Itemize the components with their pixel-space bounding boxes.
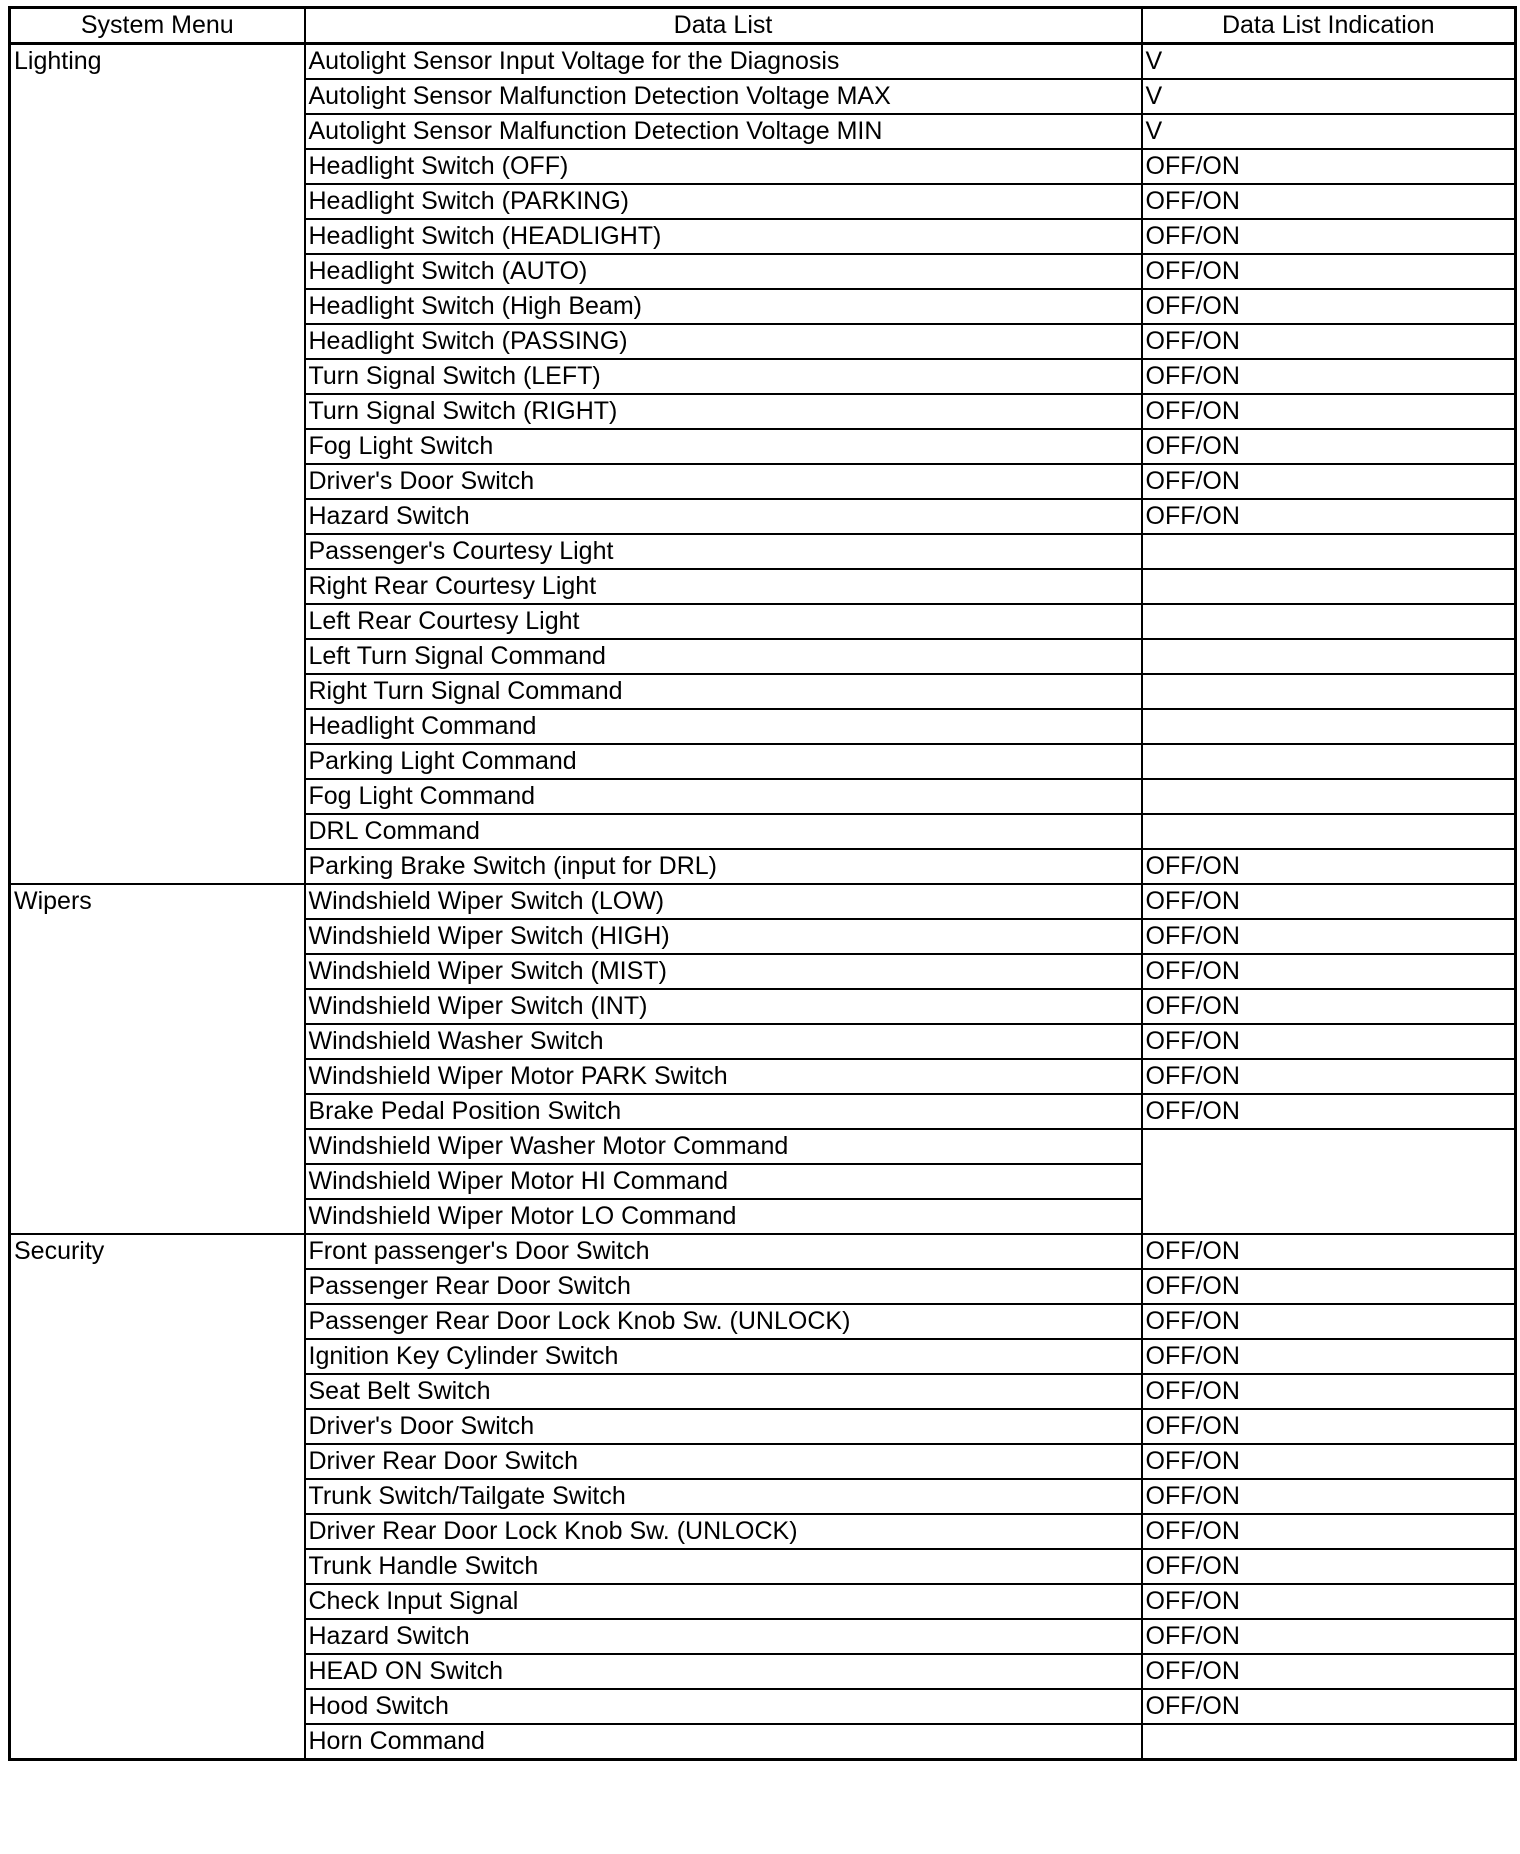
indication-cell: OFF/ON (1142, 1234, 1516, 1269)
indication-cell: OFF/ON (1142, 149, 1516, 184)
indication-cell: OFF/ON (1142, 219, 1516, 254)
data-list-item: Headlight Switch (AUTO) (305, 254, 1142, 289)
indication-cell: OFF/ON (1142, 884, 1516, 919)
indication-cell (1142, 569, 1516, 604)
data-list-item: Horn Command (305, 1724, 1142, 1760)
indication-cell: OFF/ON (1142, 359, 1516, 394)
indication-cell (1142, 779, 1516, 814)
indication-cell: OFF/ON (1142, 324, 1516, 359)
indication-cell (1142, 1129, 1516, 1234)
data-list-item: Windshield Wiper Motor HI Command (305, 1164, 1142, 1199)
system-menu-cell: Lighting (10, 44, 305, 885)
indication-cell (1142, 814, 1516, 849)
indication-cell (1142, 604, 1516, 639)
data-list-item: Autolight Sensor Input Voltage for the Diagnosis (305, 44, 1142, 80)
indication-cell: OFF/ON (1142, 1304, 1516, 1339)
indication-cell: OFF/ON (1142, 289, 1516, 324)
data-list-item: Fog Light Switch (305, 429, 1142, 464)
table-row (10, 1234, 1516, 1269)
indication-cell: OFF/ON (1142, 1444, 1516, 1479)
data-list-item: Left Turn Signal Command (305, 639, 1142, 674)
data-list-item: Windshield Wiper Switch (INT) (305, 989, 1142, 1024)
header-data-list: Data List (305, 8, 1142, 44)
table-row (10, 44, 1516, 80)
indication-cell: OFF/ON (1142, 1374, 1516, 1409)
data-list-item: Seat Belt Switch (305, 1374, 1142, 1409)
indication-cell: OFF/ON (1142, 1479, 1516, 1514)
indication-cell (1142, 639, 1516, 674)
data-list-item: Front passenger's Door Switch (305, 1234, 1142, 1269)
data-list-item: Right Rear Courtesy Light (305, 569, 1142, 604)
indication-cell (1142, 744, 1516, 779)
data-list-item: Driver Rear Door Switch (305, 1444, 1142, 1479)
data-list-item: Ignition Key Cylinder Switch (305, 1339, 1142, 1374)
data-list-item: Left Rear Courtesy Light (305, 604, 1142, 639)
data-list-item: Brake Pedal Position Switch (305, 1094, 1142, 1129)
data-list-item: Windshield Wiper Washer Motor Command (305, 1129, 1142, 1164)
data-list-item: Trunk Handle Switch (305, 1549, 1142, 1584)
data-list-item: Headlight Command (305, 709, 1142, 744)
data-list-item: Trunk Switch/Tailgate Switch (305, 1479, 1142, 1514)
data-list-item: DRL Command (305, 814, 1142, 849)
indication-cell: OFF/ON (1142, 1269, 1516, 1304)
indication-cell: OFF/ON (1142, 1514, 1516, 1549)
data-list-table (8, 6, 1517, 1761)
data-list-item: Hood Switch (305, 1689, 1142, 1724)
indication-cell: OFF/ON (1142, 254, 1516, 289)
indication-cell (1142, 1724, 1516, 1760)
indication-cell: OFF/ON (1142, 394, 1516, 429)
data-list-item: Check Input Signal (305, 1584, 1142, 1619)
indication-cell: OFF/ON (1142, 499, 1516, 534)
indication-cell: OFF/ON (1142, 184, 1516, 219)
data-list-item: Hazard Switch (305, 1619, 1142, 1654)
header-data-list-indication: Data List Indication (1142, 8, 1516, 44)
data-list-item: Hazard Switch (305, 499, 1142, 534)
data-list-item: Passenger Rear Door Lock Knob Sw. (UNLOCK) (305, 1304, 1142, 1339)
system-menu-cell: Security (10, 1234, 305, 1760)
indication-cell: OFF/ON (1142, 954, 1516, 989)
indication-cell: OFF/ON (1142, 1549, 1516, 1584)
data-list-item: Turn Signal Switch (LEFT) (305, 359, 1142, 394)
data-list-item: Turn Signal Switch (RIGHT) (305, 394, 1142, 429)
indication-cell: OFF/ON (1142, 1689, 1516, 1724)
data-list-item: Headlight Switch (OFF) (305, 149, 1142, 184)
indication-cell: OFF/ON (1142, 1024, 1516, 1059)
system-menu-cell: Wipers (10, 884, 305, 1234)
data-list-item: Autolight Sensor Malfunction Detection Voltage MIN (305, 114, 1142, 149)
indication-cell (1142, 674, 1516, 709)
data-list-item: Windshield Wiper Switch (HIGH) (305, 919, 1142, 954)
data-list-item: Windshield Wiper Motor PARK Switch (305, 1059, 1142, 1094)
indication-cell: OFF/ON (1142, 1094, 1516, 1129)
data-list-item: Headlight Switch (PASSING) (305, 324, 1142, 359)
data-list-item: Driver Rear Door Lock Knob Sw. (UNLOCK) (305, 1514, 1142, 1549)
table-header-row (10, 8, 1516, 44)
indication-cell: OFF/ON (1142, 1654, 1516, 1689)
data-list-item: HEAD ON Switch (305, 1654, 1142, 1689)
data-list-item: Right Turn Signal Command (305, 674, 1142, 709)
data-list-item: Autolight Sensor Malfunction Detection Voltage MAX (305, 79, 1142, 114)
data-list-item: Fog Light Command (305, 779, 1142, 814)
data-list-item: Driver's Door Switch (305, 1409, 1142, 1444)
data-list-item: Passenger's Courtesy Light (305, 534, 1142, 569)
indication-cell: OFF/ON (1142, 989, 1516, 1024)
indication-cell: OFF/ON (1142, 1339, 1516, 1374)
indication-cell: OFF/ON (1142, 919, 1516, 954)
data-list-item: Parking Light Command (305, 744, 1142, 779)
table-row (10, 884, 1516, 919)
data-list-item: Passenger Rear Door Switch (305, 1269, 1142, 1304)
header-system-menu: System Menu (10, 8, 305, 44)
indication-cell: OFF/ON (1142, 849, 1516, 884)
data-list-item: Windshield Washer Switch (305, 1024, 1142, 1059)
indication-cell: OFF/ON (1142, 1059, 1516, 1094)
indication-cell: OFF/ON (1142, 429, 1516, 464)
indication-cell: OFF/ON (1142, 1409, 1516, 1444)
indication-cell: V (1142, 44, 1516, 80)
data-list-item: Driver's Door Switch (305, 464, 1142, 499)
indication-cell: OFF/ON (1142, 1584, 1516, 1619)
data-list-item: Windshield Wiper Switch (MIST) (305, 954, 1142, 989)
data-list-item: Windshield Wiper Switch (LOW) (305, 884, 1142, 919)
data-list-item: Windshield Wiper Motor LO Command (305, 1199, 1142, 1234)
indication-cell: V (1142, 79, 1516, 114)
indication-cell: V (1142, 114, 1516, 149)
indication-cell (1142, 534, 1516, 569)
data-list-item: Headlight Switch (HEADLIGHT) (305, 219, 1142, 254)
data-list-item: Headlight Switch (High Beam) (305, 289, 1142, 324)
data-list-item: Parking Brake Switch (input for DRL) (305, 849, 1142, 884)
table-body (10, 44, 1516, 1760)
indication-cell: OFF/ON (1142, 1619, 1516, 1654)
data-list-item: Headlight Switch (PARKING) (305, 184, 1142, 219)
indication-cell: OFF/ON (1142, 464, 1516, 499)
indication-cell (1142, 709, 1516, 744)
